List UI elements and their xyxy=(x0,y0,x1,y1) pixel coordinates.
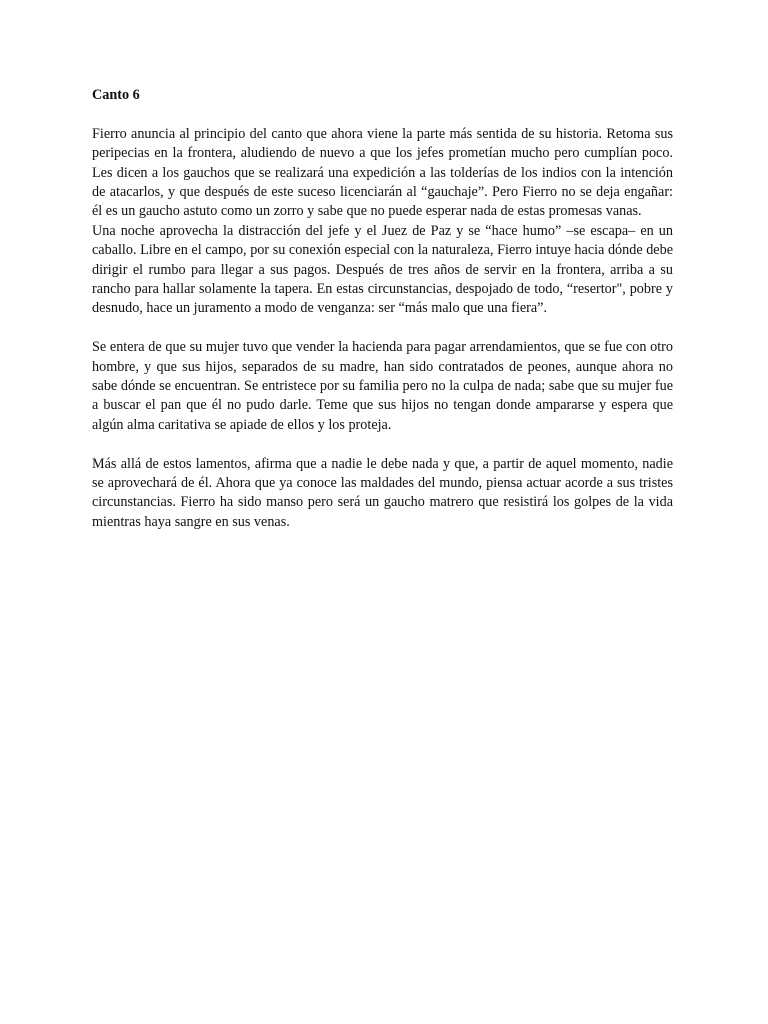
paragraph-4: Más allá de estos lamentos, afirma que a nadie le debe nada y que, a partir de aquel momento, nadie se aprovechará de él. Ahora que ya conoce las maldades del mundo, piensa actuar acorde a sus tristes circunstancias. Fierro ha sido manso pero será un gaucho matrero que resistirá los golpes de la vida mientras haya sangre en sus venas. xyxy=(92,455,673,530)
paragraph-1: Fierro anuncia al principio del canto que ahora viene la parte más sentida de su historia. Retoma sus peripecias en la frontera, aludiendo de nuevo a que los jefes prometían mucho pero cumplían poco. Les dicen a los gauchos que se realizará una expedición a las tolderías de los indios con la intención de atacarlos, y que después de este suceso licenciarán al “gauchaje”. Pero Fierro no se deja engañar: él es un gaucho astuto como un zorro y sabe que no puede esperar nada de estas promesas vanas. xyxy=(92,125,673,220)
document-title: Canto 6 xyxy=(92,87,140,103)
paragraph-spacer xyxy=(92,319,673,338)
paragraph-spacer xyxy=(92,435,673,454)
document-body xyxy=(92,86,673,532)
paragraph-3: Se entera de que su mujer tuvo que vender la hacienda para pagar arrendamientos, que se fue con otro hombre, y que sus hijos, separados de su madre, han sido contratados de peones, aunque ahora no sabe dónde se encuentran. Se entristece por su familia pero no la culpa de nada; sabe que su mujer fue a buscar el pan que él no pudo darle. Teme que sus hijos no tengan donde ampararse y espera que algún alma caritativa se apiade de ellos y los proteja. xyxy=(92,339,673,433)
paragraph-2: Una noche aprovecha la distracción del jefe y el Juez de Paz y se “hace humo” –se escapa– en un caballo. Libre en el campo, por su conexión especial con la naturaleza, Fierro intuye hacia dónde debe dirigir el rumbo para llegar a sus pagos. Después de tres años de servir en la frontera, arriba a su rancho para hallar solamente la tapera. En estas circunstancias, despojado de todo, “resertor", pobre y desnudo, hace un juramento a modo de venganza: ser “más malo que una fiera”. xyxy=(92,222,673,317)
